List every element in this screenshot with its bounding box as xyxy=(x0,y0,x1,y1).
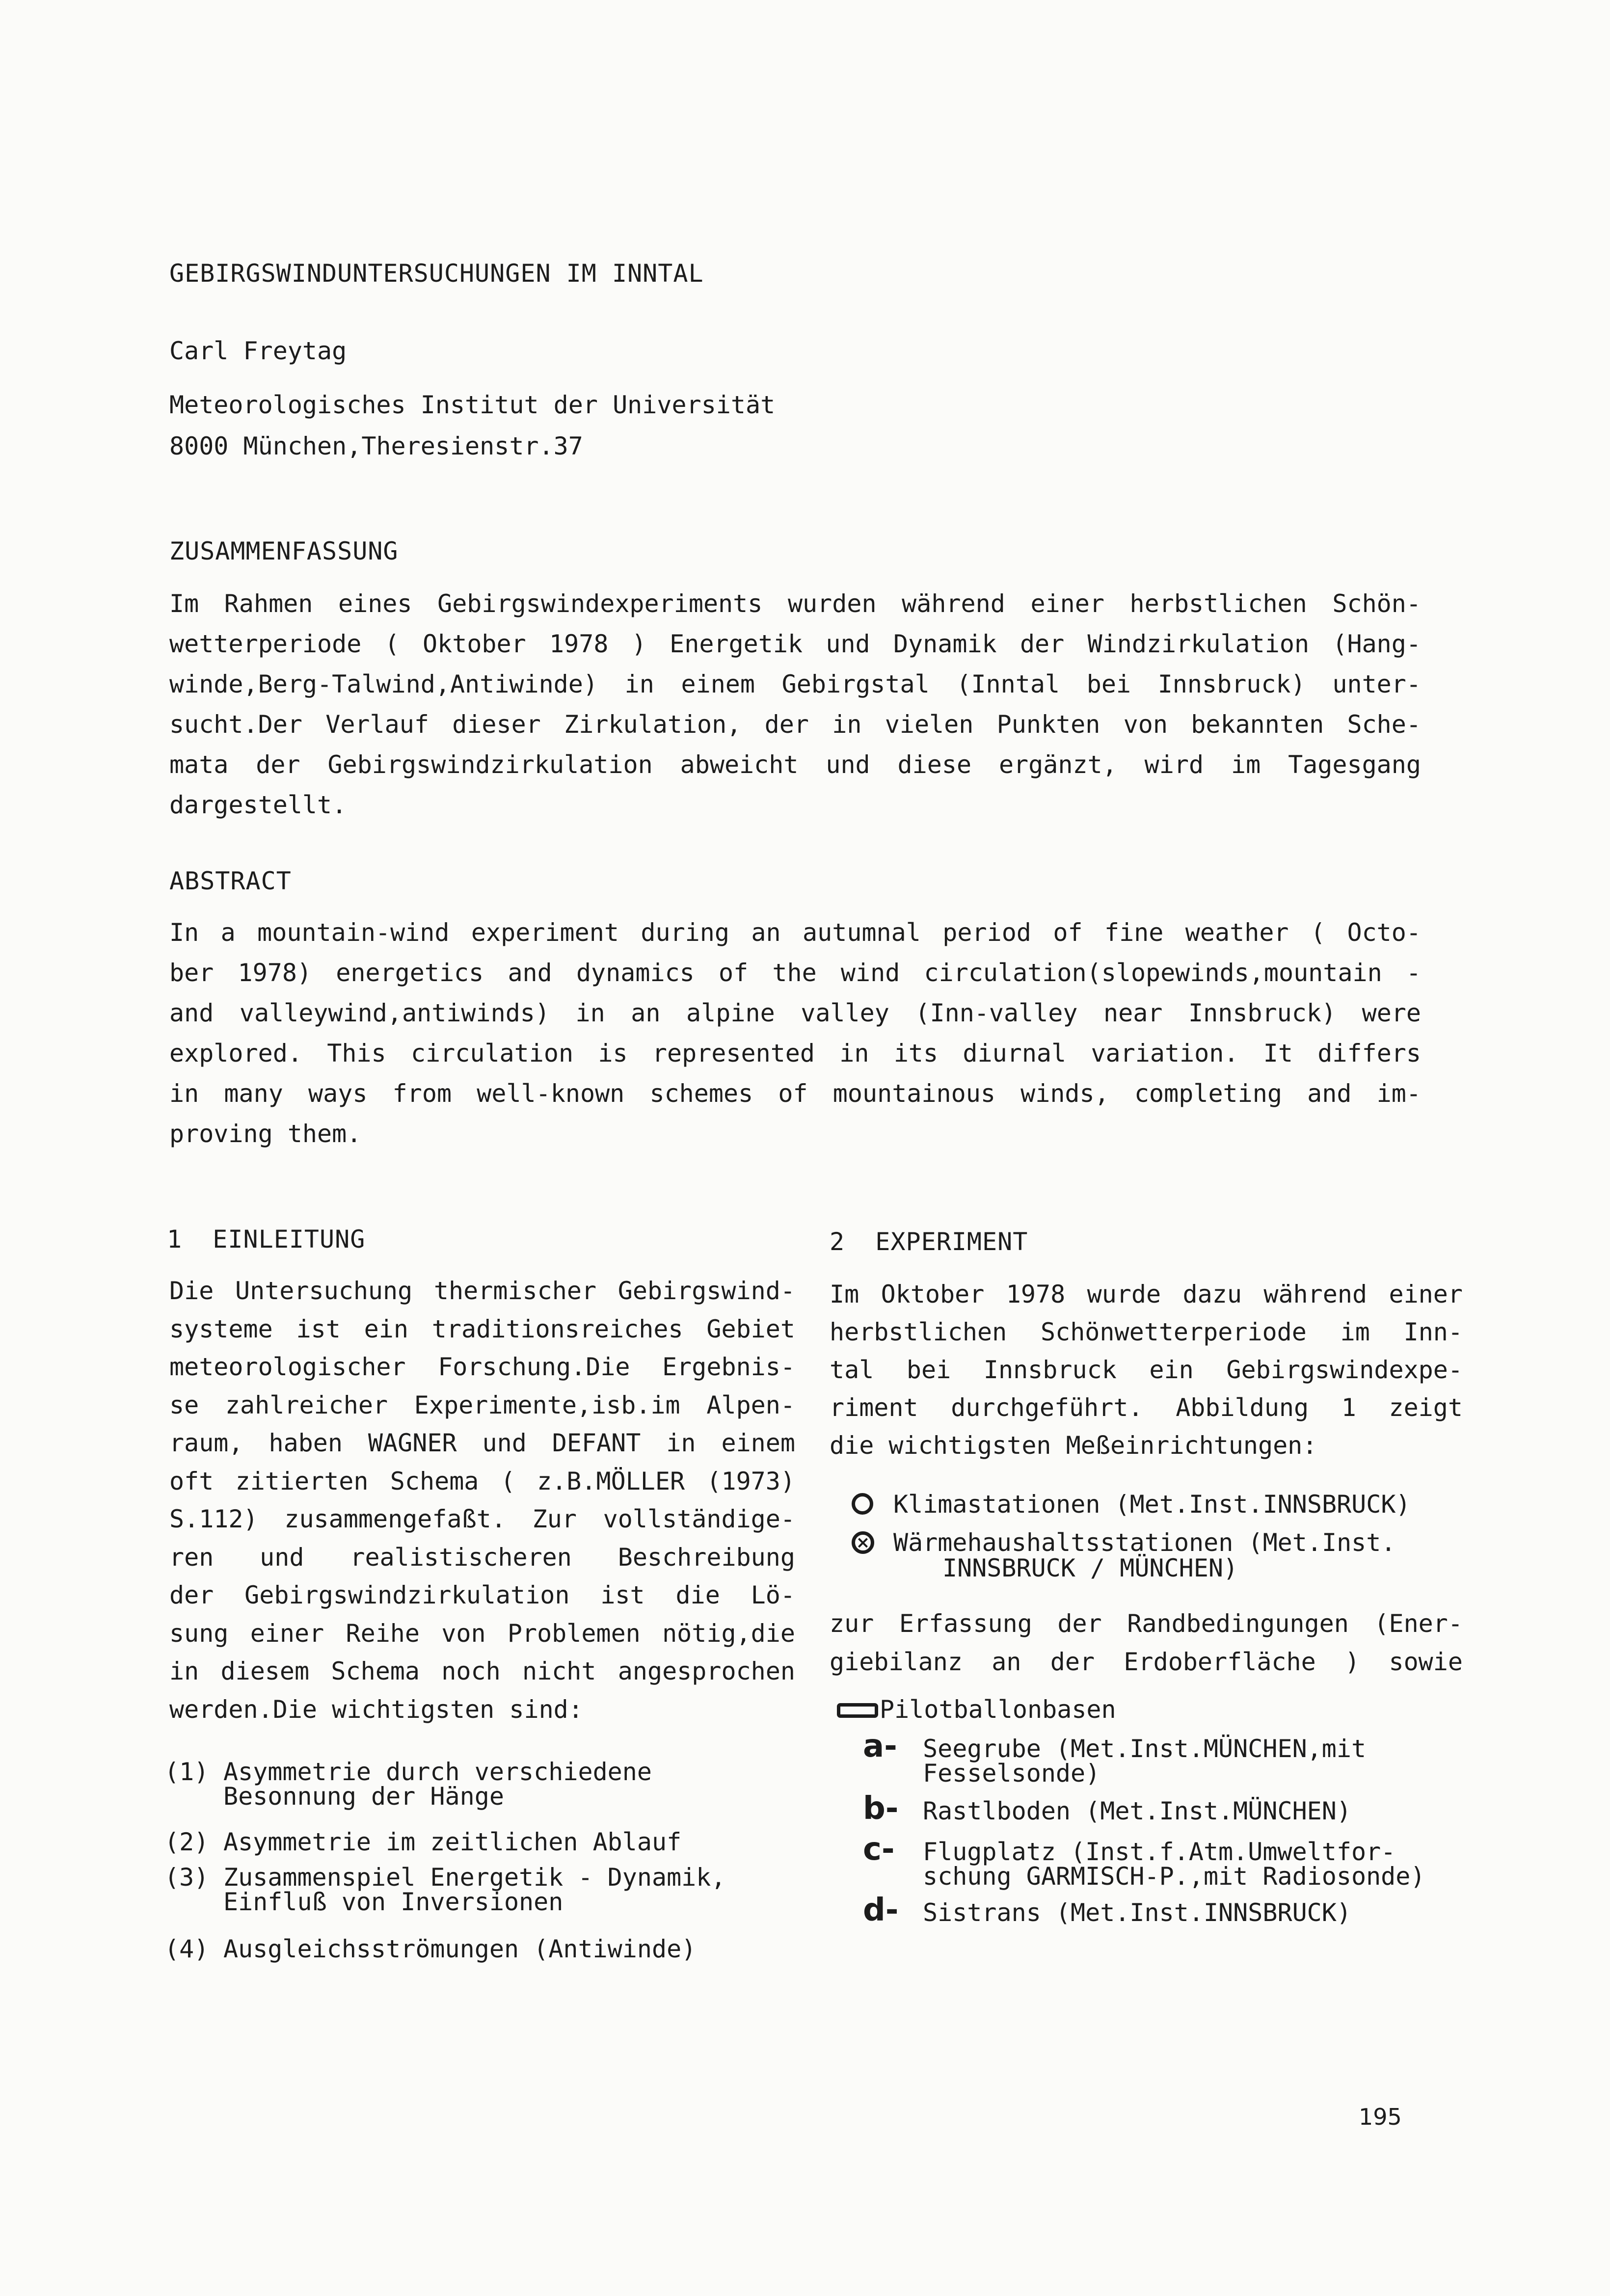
experiment-line: riment durchgeführt. Abbildung 1 zeigt xyxy=(830,1393,1463,1422)
list-item-text: Asymmetrie im zeitlichen Ablauf xyxy=(223,1828,682,1856)
zusammenfassung-heading: ZUSAMMENFASSUNG xyxy=(169,537,399,565)
pilot-base-rectangle-icon xyxy=(837,1703,878,1718)
experiment-line: die wichtigsten Meßeinrichtungen: xyxy=(830,1431,1317,1460)
einleitung-line: Die Untersuchung thermischer Gebirgswind- xyxy=(169,1277,795,1305)
einleitung-line: systeme ist ein traditionsreiches Gebiet xyxy=(169,1314,795,1343)
zusammenfassung-line: Im Rahmen eines Gebirgswindexperiments wurden während einer herbstlichen Schön- xyxy=(169,589,1421,618)
experiment-line: tal bei Innsbruck ein Gebirgswindexpe- xyxy=(830,1356,1463,1384)
zusammenfassung-line: sucht.Der Verlauf dieser Zirkulation, der in vielen Punkten von bekannten Sche- xyxy=(169,710,1421,739)
zusammenfassung-line: mata der Gebirgswindzirkulation abweicht und diese ergänzt, wird im Tagesgang xyxy=(169,750,1421,779)
einleitung-line: meteorologischer Forschung.Die Ergebnis- xyxy=(169,1353,795,1381)
paper-title: GEBIRGSWINDUNTERSUCHUNGEN IM INNTAL xyxy=(169,259,704,288)
list-item-text: Asymmetrie durch verschiedene xyxy=(223,1758,652,1786)
circle-x-icon: × xyxy=(852,1531,874,1554)
base-description: Seegrube (Met.Inst.MÜNCHEN,mit xyxy=(923,1735,1367,1763)
abstract-line: and valleywind,antiwinds) in an alpine valley (Inn-valley near Innsbruck) were xyxy=(169,999,1421,1027)
abstract-line: explored. This circulation is represented in its diurnal variation. It differs xyxy=(169,1039,1421,1068)
list-item-number: (4) xyxy=(164,1935,209,1963)
zusammenfassung-line: wetterperiode ( Oktober 1978 ) Energetik und Dynamik der Windzirkulation (Hang- xyxy=(169,630,1421,658)
base-letter-c: c- xyxy=(863,1831,895,1868)
einleitung-line: sung einer Reihe von Problemen nötig,die xyxy=(169,1619,795,1648)
zusammenfassung-line: winde,Berg-Talwind,Antiwinde) in einem Gebirgstal (Inntal bei Innsbruck) unter- xyxy=(169,670,1421,698)
base-description: Sistrans (Met.Inst.INNSBRUCK) xyxy=(923,1898,1351,1927)
list-item-text: Besonnung der Hänge xyxy=(223,1782,504,1811)
einleitung-line: der Gebirgswindzirkulation ist die Lö- xyxy=(169,1581,795,1609)
einleitung-line: in diesem Schema noch nicht angesprochen xyxy=(169,1657,795,1685)
page-number: 195 xyxy=(1359,2104,1402,2130)
einleitung-line: S.112) zusammengefaßt. Zur vollständige- xyxy=(169,1505,795,1533)
author-name: Carl Freytag xyxy=(169,337,347,365)
affiliation-line: 8000 München,Theresienstr.37 xyxy=(169,432,583,460)
list-item-text: Ausgleichsströmungen (Antiwinde) xyxy=(223,1935,697,1963)
abstract-line: In a mountain-wind experiment during an autumnal period of fine weather ( Octo- xyxy=(169,918,1421,947)
einleitung-line: se zahlreicher Experimente,isb.im Alpen- xyxy=(169,1390,795,1419)
list-item-number: (3) xyxy=(164,1863,209,1892)
circle-icon xyxy=(852,1493,873,1515)
section-2-heading: 2 EXPERIMENT xyxy=(830,1228,1028,1256)
einleitung-line: ren und realistischeren Beschreibung xyxy=(169,1543,795,1572)
base-description: Flugplatz (Inst.f.Atm.Umweltfor- xyxy=(923,1838,1396,1866)
einleitung-line: werden.Die wichtigsten sind: xyxy=(169,1695,583,1724)
base-letter-d: d- xyxy=(863,1892,899,1928)
einleitung-line: oft zitierten Schema ( z.B.MÖLLER (1973) xyxy=(169,1467,795,1495)
abstract-line: proving them. xyxy=(169,1120,362,1148)
list-item-text: Einfluß von Inversionen xyxy=(223,1888,564,1916)
zusammenfassung-line: dargestellt. xyxy=(169,791,347,819)
base-letter-b: b- xyxy=(863,1790,899,1827)
base-description: Rastlboden (Met.Inst.MÜNCHEN) xyxy=(923,1797,1351,1825)
section-1-heading: 1 EINLEITUNG xyxy=(167,1225,366,1254)
abstract-heading: ABSTRACT xyxy=(169,867,292,895)
base-letter-a: a- xyxy=(863,1728,897,1764)
experiment-line: giebilanz an der Erdoberfläche ) sowie xyxy=(830,1648,1463,1676)
experiment-line: herbstlichen Schönwetterperiode im Inn- xyxy=(830,1318,1463,1346)
station-label: Klimastationen (Met.Inst.INNSBRUCK) xyxy=(893,1490,1411,1519)
station-label: Wärmehaushaltsstationen (Met.Inst. xyxy=(893,1528,1396,1557)
experiment-line: Im Oktober 1978 wurde dazu während einer xyxy=(830,1280,1463,1308)
abstract-line: ber 1978) energetics and dynamics of the wind circulation(slopewinds,mountain - xyxy=(169,959,1421,987)
base-description: Fesselsonde) xyxy=(923,1759,1100,1788)
experiment-line: zur Erfassung der Randbedingungen (Ener- xyxy=(830,1609,1463,1638)
pilot-base-label: Pilotballonbasen xyxy=(880,1695,1116,1724)
list-item-text: Zusammenspiel Energetik - Dynamik, xyxy=(223,1863,726,1892)
abstract-line: in many ways from well-known schemes of mountainous winds, completing and im- xyxy=(169,1079,1421,1108)
base-description: schung GARMISCH-P.,mit Radiosonde) xyxy=(923,1862,1425,1891)
affiliation-line: Meteorologisches Institut der Universität xyxy=(169,391,776,419)
einleitung-line: raum, haben WAGNER und DEFANT in einem xyxy=(169,1429,795,1457)
list-item-number: (2) xyxy=(164,1828,209,1856)
list-item-number: (1) xyxy=(164,1758,209,1786)
station-label: INNSBRUCK / MÜNCHEN) xyxy=(942,1554,1238,1582)
